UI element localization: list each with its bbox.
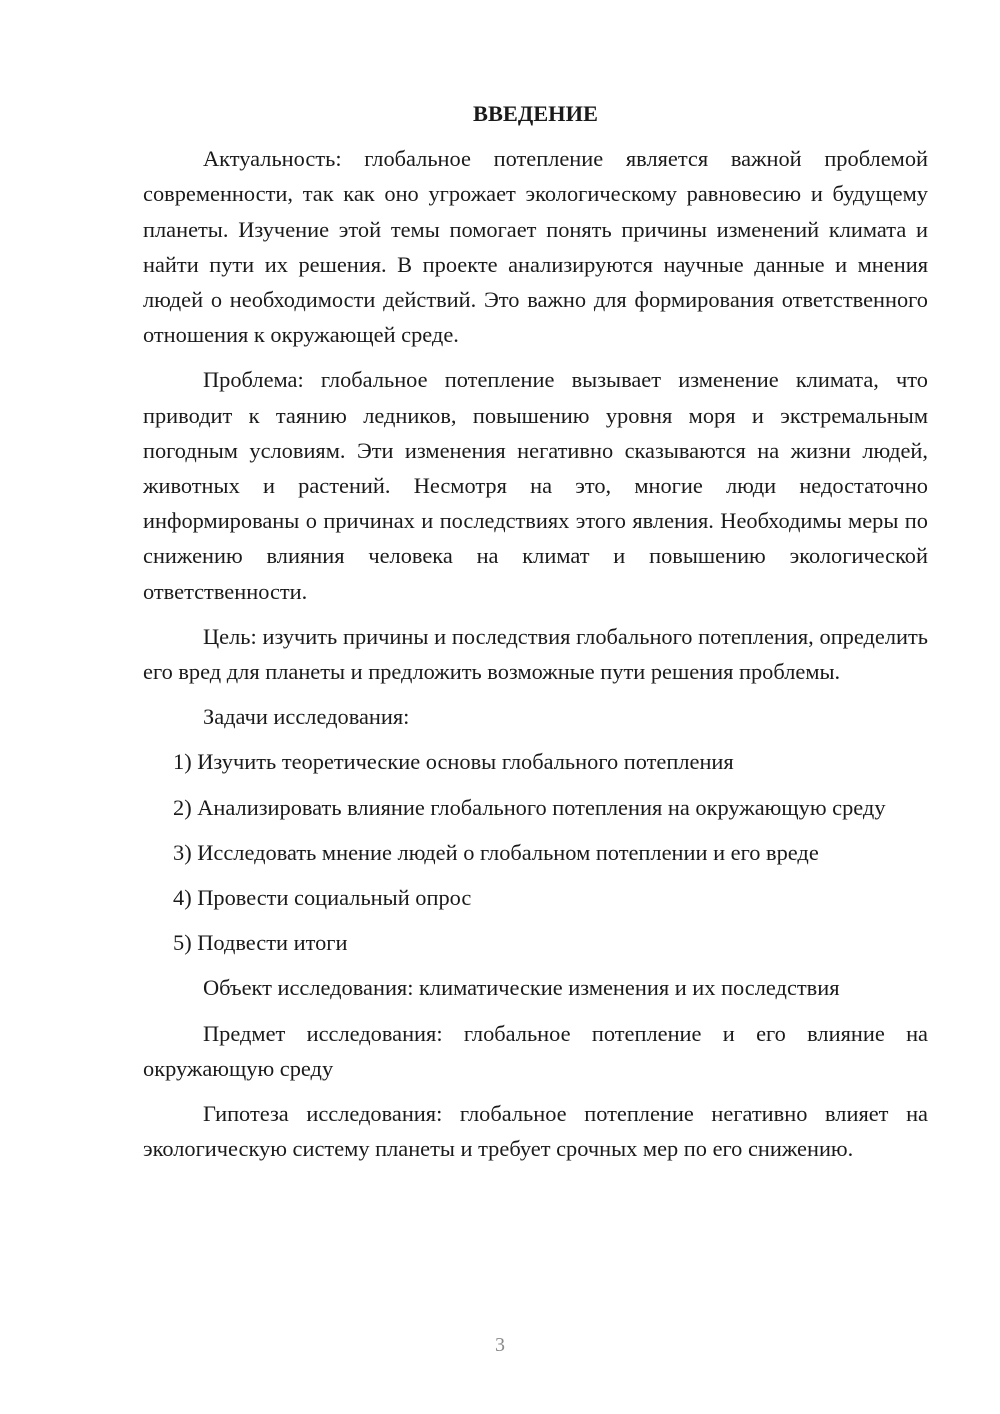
relevance-paragraph: Актуальность: глобальное потепление является важной проблемой современности, так как оно угрожает экологическому равновесию и будущему планеты. Изучение этой темы помогает понять причины изменений климата и найти пути их решения. В проекте анализируются научные данные и мнения людей о необходимости действий. Это важно для формирования ответственного отношения к окружающей среде. [143, 146, 928, 348]
object-paragraph: Объект исследования: климатические изменения и их последствия [203, 975, 840, 1001]
hypothesis-paragraph: Гипотеза исследования: глобальное потепление негативно влияет на экологическую систему планеты и требует срочных мер по его снижению. [143, 1101, 928, 1162]
section-heading: ВВЕДЕНИЕ [473, 101, 598, 126]
task-item-3: 3) Исследовать мнение людей о глобальном потеплении и его вреде [173, 839, 819, 865]
task-item-4: 4) Провести социальный опрос [173, 885, 472, 911]
goal-paragraph: Цель: изучить причины и последствия глобального потепления, определить его вред для планеты и предложить возможные пути решения проблемы. [143, 623, 928, 685]
tasks-title: Задачи исследования: [203, 704, 410, 730]
task-item-2: 2) Анализировать влияние глобального потепления на окружающую среду [173, 794, 886, 820]
task-item-1: 1) Изучить теоретические основы глобального потепления [173, 749, 734, 775]
page-content [143, 96, 928, 1176]
task-item-5: 5) Подвести итоги [173, 930, 348, 956]
subject-paragraph: Предмет исследования: глобальное потепление и его влияние на окружающую среду [143, 1020, 928, 1081]
page-number: 3 [495, 1334, 505, 1356]
problem-paragraph: Проблема: глобальное потепление вызывает изменение климата, что приводит к таянию ледников, повышению уровня моря и экстремальным погодным условиям. Эти изменения негативно сказываются на жизни людей, животных и растений. Несмотря на это, многие люди недостаточно информированы о причинах и последствиях этого явления. Необходимы меры по снижению влияния человека на климат и повышению экологической ответственности. [143, 367, 928, 604]
